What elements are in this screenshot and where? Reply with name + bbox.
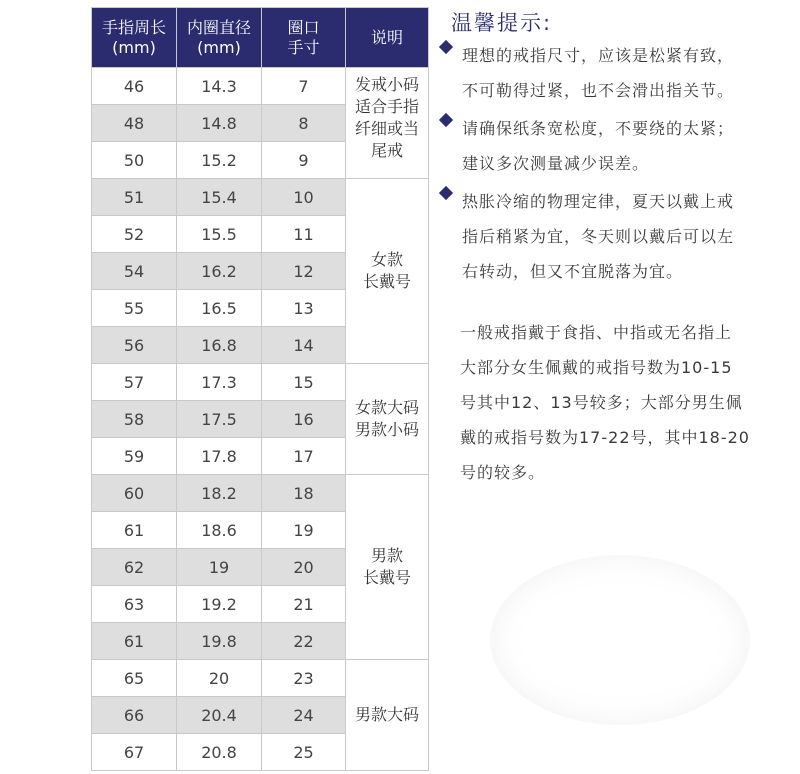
header-ring-size bbox=[262, 8, 346, 68]
ring-size-cell: 7 bbox=[262, 68, 346, 105]
finger-circumference-cell: 54 bbox=[92, 253, 177, 290]
inner-diameter-cell: 18.6 bbox=[177, 512, 262, 549]
size-description-cell: 男款 长戴号 bbox=[346, 475, 429, 660]
ring-size-cell: 21 bbox=[262, 586, 346, 623]
finger-circumference-cell: 62 bbox=[92, 549, 177, 586]
finger-circumference-cell: 61 bbox=[92, 623, 177, 660]
size-description-cell: 发戒小码 适合手指 纤细或当 尾戒 bbox=[346, 68, 429, 179]
table-body bbox=[92, 68, 429, 771]
summary-line: 大部分女生佩戴的戒指号数为10-15 bbox=[460, 358, 733, 377]
inner-diameter-cell: 19 bbox=[177, 549, 262, 586]
inner-diameter-cell: 17.5 bbox=[177, 401, 262, 438]
ring-size-cell: 13 bbox=[262, 290, 346, 327]
tip-line: 右转动，但又不宜脱落为宜。 bbox=[462, 262, 684, 281]
ring-size-cell: 10 bbox=[262, 179, 346, 216]
diamond-bullet-icon bbox=[439, 113, 453, 127]
inner-diameter-cell: 14.8 bbox=[177, 105, 262, 142]
inner-diameter-cell: 18.2 bbox=[177, 475, 262, 512]
tips-panel bbox=[438, 8, 788, 490]
size-description-cell: 女款大码 男款小码 bbox=[346, 364, 429, 475]
inner-diameter-cell: 15.4 bbox=[177, 179, 262, 216]
finger-circumference-cell: 59 bbox=[92, 438, 177, 475]
finger-circumference-cell: 51 bbox=[92, 179, 177, 216]
tip-line: 请确保纸条宽松度，不要绕的太紧； bbox=[462, 119, 735, 138]
ring-size-cell: 22 bbox=[262, 623, 346, 660]
summary-line: 号的较多。 bbox=[460, 463, 546, 482]
table-row bbox=[92, 660, 429, 697]
ring-size-cell: 24 bbox=[262, 697, 346, 734]
finger-circumference-cell: 50 bbox=[92, 142, 177, 179]
background-swirl bbox=[490, 555, 750, 725]
ring-size-cell: 15 bbox=[262, 364, 346, 401]
header-finger-circumference bbox=[92, 8, 177, 68]
finger-circumference-cell: 65 bbox=[92, 660, 177, 697]
diamond-bullet-icon bbox=[439, 186, 453, 200]
inner-diameter-cell: 14.3 bbox=[177, 68, 262, 105]
ring-size-cell: 17 bbox=[262, 438, 346, 475]
inner-diameter-cell: 19.2 bbox=[177, 586, 262, 623]
ring-size-cell: 9 bbox=[262, 142, 346, 179]
finger-circumference-cell: 52 bbox=[92, 216, 177, 253]
finger-circumference-cell: 66 bbox=[92, 697, 177, 734]
tip-line: 热胀冷缩的物理定律，夏天以戴上戒 bbox=[462, 192, 735, 211]
finger-circumference-cell: 48 bbox=[92, 105, 177, 142]
tip-item bbox=[438, 111, 788, 181]
table-row bbox=[92, 364, 429, 401]
inner-diameter-cell: 16.2 bbox=[177, 253, 262, 290]
ring-size-cell: 11 bbox=[262, 216, 346, 253]
inner-diameter-cell: 16.5 bbox=[177, 290, 262, 327]
ring-size-cell: 18 bbox=[262, 475, 346, 512]
table-row bbox=[92, 179, 429, 216]
size-description-cell: 男款大码 bbox=[346, 660, 429, 771]
size-description-cell: 女款 长戴号 bbox=[346, 179, 429, 364]
inner-diameter-cell: 17.8 bbox=[177, 438, 262, 475]
tip-line: 理想的戒指尺寸，应该是松紧有致， bbox=[462, 46, 735, 65]
summary-text bbox=[460, 315, 788, 490]
ring-size-cell: 8 bbox=[262, 105, 346, 142]
summary-line: 一般戒指戴于食指、中指或无名指上 bbox=[460, 323, 733, 342]
inner-diameter-cell: 17.3 bbox=[177, 364, 262, 401]
table-header-row bbox=[92, 8, 429, 68]
tip-item bbox=[438, 184, 788, 289]
ring-size-table bbox=[91, 7, 429, 771]
header-unit: (mm) bbox=[197, 37, 241, 57]
ring-size-cell: 25 bbox=[262, 734, 346, 771]
tip-line: 指后稍紧为宜，冬天则以戴后可以左 bbox=[462, 227, 735, 246]
inner-diameter-cell: 15.2 bbox=[177, 142, 262, 179]
finger-circumference-cell: 57 bbox=[92, 364, 177, 401]
header-line: 内圈直径 bbox=[186, 17, 251, 37]
header-line: 圈口 bbox=[287, 17, 320, 37]
finger-circumference-cell: 58 bbox=[92, 401, 177, 438]
finger-circumference-cell: 63 bbox=[92, 586, 177, 623]
header-line: 说明 bbox=[370, 27, 403, 47]
inner-diameter-cell: 16.8 bbox=[177, 327, 262, 364]
table-row bbox=[92, 475, 429, 512]
tip-item bbox=[438, 38, 788, 108]
ring-size-cell: 23 bbox=[262, 660, 346, 697]
tip-line: 建议多次测量减少误差。 bbox=[462, 154, 650, 173]
ring-size-cell: 19 bbox=[262, 512, 346, 549]
header-inner-diameter bbox=[177, 8, 262, 68]
summary-line: 号其中12、13号较多；大部分男生佩 bbox=[460, 393, 743, 412]
finger-circumference-cell: 60 bbox=[92, 475, 177, 512]
diamond-bullet-icon bbox=[439, 40, 453, 54]
ring-size-cell: 16 bbox=[262, 401, 346, 438]
header-unit: (mm) bbox=[112, 37, 156, 57]
table-row bbox=[92, 68, 429, 105]
header-description bbox=[346, 8, 429, 68]
inner-diameter-cell: 20.8 bbox=[177, 734, 262, 771]
finger-circumference-cell: 46 bbox=[92, 68, 177, 105]
tips-title: 温馨提示: bbox=[451, 11, 553, 35]
header-line: 手指周长 bbox=[101, 17, 166, 37]
ring-size-cell: 12 bbox=[262, 253, 346, 290]
inner-diameter-cell: 19.8 bbox=[177, 623, 262, 660]
ring-size-cell: 20 bbox=[262, 549, 346, 586]
inner-diameter-cell: 20.4 bbox=[177, 697, 262, 734]
inner-diameter-cell: 20 bbox=[177, 660, 262, 697]
finger-circumference-cell: 67 bbox=[92, 734, 177, 771]
finger-circumference-cell: 61 bbox=[92, 512, 177, 549]
finger-circumference-cell: 56 bbox=[92, 327, 177, 364]
summary-line: 戴的戒指号数为17-22号，其中18-20 bbox=[460, 428, 750, 447]
tip-line: 不可勒得过紧，也不会滑出指关节。 bbox=[462, 81, 735, 100]
inner-diameter-cell: 15.5 bbox=[177, 216, 262, 253]
finger-circumference-cell: 55 bbox=[92, 290, 177, 327]
header-line: 手寸 bbox=[287, 37, 320, 57]
ring-size-cell: 14 bbox=[262, 327, 346, 364]
